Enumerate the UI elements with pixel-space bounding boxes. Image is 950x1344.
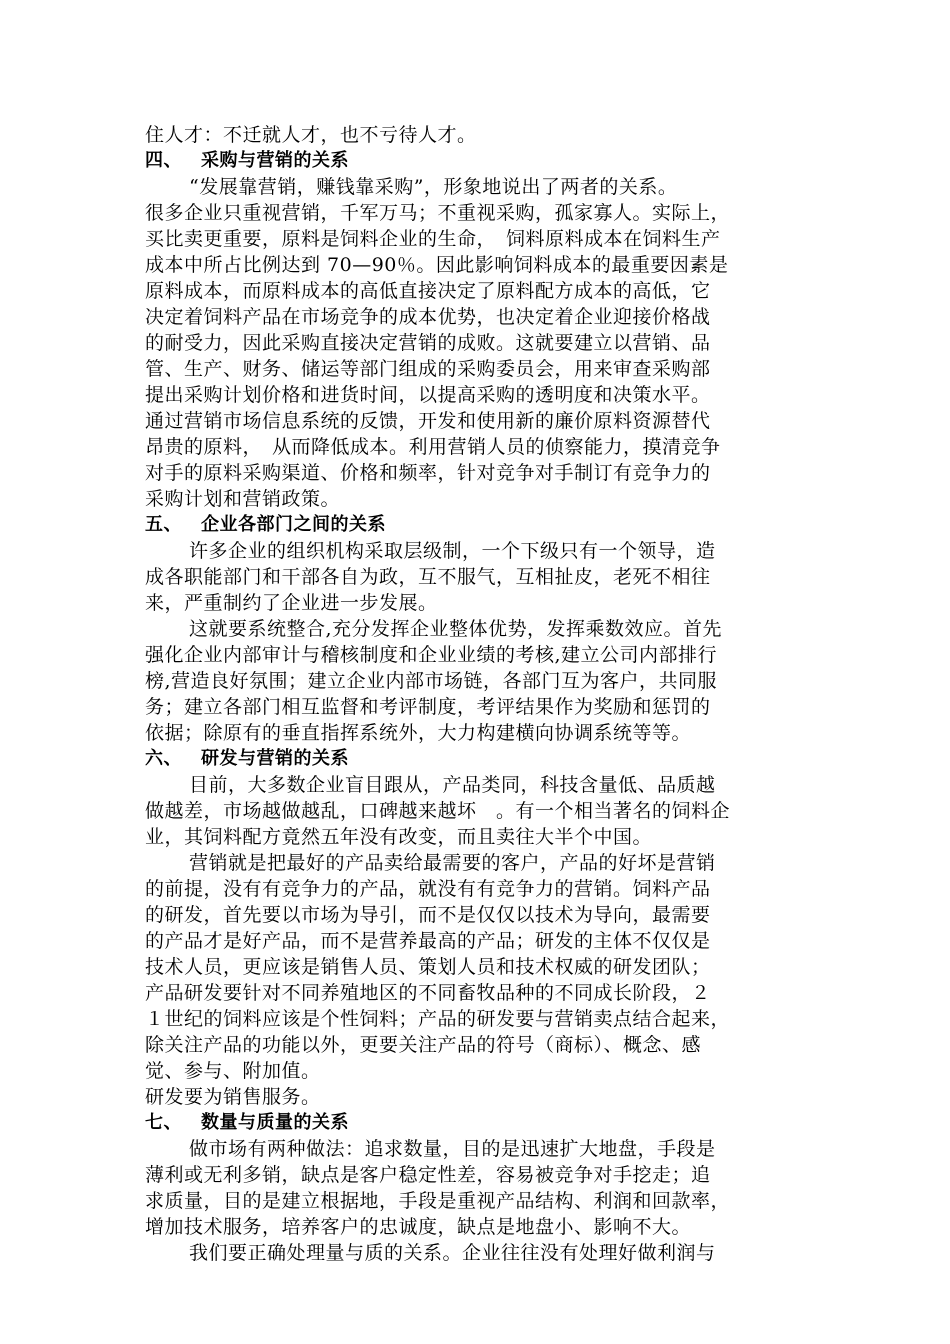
text-line: 对手的原料采购渠道、价格和频率，针对竞争对手制订有竞争力的 (145, 462, 711, 484)
text-line: 除关注产品的功能以外，更要关注产品的符号（商标）、概念、感 (145, 1034, 702, 1056)
text-line: 榜,营造良好氛围；建立企业内部市场链，各部门互为客户，共同服 (145, 670, 718, 692)
text-line: 薄利或无利多销，缺点是客户稳定性差，容易被竞争对手挖走；追 (145, 1164, 711, 1186)
text-line: 务；建立各部门相互监督和考评制度，考评结果作为奖励和惩罚的 (145, 696, 711, 718)
text-line: 通过营销市场信息系统的反馈，开发和使用新的廉价原料资源替代 (145, 410, 711, 432)
text-line: 这就要系统整合,充分发挥企业整体优势，发挥乘数效应。首先 (189, 618, 723, 640)
heading-title: 采购与营销的关系 (201, 150, 349, 171)
section-heading-6 (145, 746, 825, 772)
text-line: 做越差，市场越做越乱，口碑越来越坏 。有一个相当著名的饲料企 (145, 800, 731, 822)
text-line: 决定着饲料产品在市场竞争的成本优势，也决定着企业迎接价格战 (145, 306, 711, 328)
text-line: １世纪的饲料应该是个性饲料；产品的研发要与营销卖点结合起来， (145, 1008, 731, 1030)
text-line: 做市场有两种做法：追求数量，目的是迅速扩大地盘，手段是 (189, 1138, 716, 1160)
text-line: 的前提，没有有竞争力的产品，就没有有竞争力的营销。饲料产品 (145, 878, 711, 900)
text-line: 觉、参与、附加值。 (145, 1060, 321, 1082)
text-line: 的产品才是好产品，而不是营养最高的产品；研发的主体不仅仅是 (145, 930, 711, 952)
text-line: 强化企业内部审计与稽核制度和企业业绩的考核,建立公司内部排行 (145, 644, 718, 666)
text-line: “发展靠营销，赚钱靠采购”，形象地说出了两者的关系。 (189, 176, 678, 198)
heading-number: 七、 (145, 1112, 182, 1133)
text-line: 技术人员，更应该是销售人员、策划人员和技术权威的研发团队； (145, 956, 711, 978)
text-line: 买比卖更重要，原料是饲料企业的生命， 饲料原料成本在饲料生产 (145, 228, 721, 250)
text-line: 成各职能部门和干部各自为政，互不服气，互相扯皮，老死不相往 (145, 566, 711, 588)
text-line: 我们要正确处理量与质的关系。企业往往没有处理好做利润与 (189, 1242, 716, 1264)
section-heading-7 (145, 1110, 825, 1136)
text-line: 昂贵的原料， 从而降低成本。利用营销人员的侦察能力，摸清竞争 (145, 436, 721, 458)
text-line: 住人才：不迁就人才，也不亏待人才。 (145, 124, 477, 146)
text-line: 成本中所占比例达到 70—90％。因此影响饲料成本的最重要因素是 (145, 254, 729, 276)
text-line: 原料成本，而原料成本的高低直接决定了原料配方成本的高低，它 (145, 280, 711, 302)
heading-title: 企业各部门之间的关系 (201, 514, 386, 535)
text-line: 许多企业的组织机构采取层级制，一个下级只有一个领导，造 (189, 540, 716, 562)
section-heading-4 (145, 148, 825, 174)
text-line: 管、生产、财务、储运等部门组成的采购委员会，用来审查采购部 (145, 358, 711, 380)
heading-number: 六、 (145, 748, 182, 769)
text-line: 依据；除原有的垂直指挥系统外，大力构建横向协调系统等等。 (145, 722, 692, 744)
text-line: 很多企业只重视营销，千军万马；不重视采购，孤家寡人。实际上， (145, 202, 731, 224)
text-line: 目前，大多数企业盲目跟从，产品类同，科技含量低、品质越 (189, 774, 716, 796)
text-line: 的研发，首先要以市场为导引，而不是仅仅以技术为导向，最需要 (145, 904, 711, 926)
heading-number: 四、 (145, 150, 182, 171)
text-line: 来，严重制约了企业进一步发展。 (145, 592, 438, 614)
text-line: 营销就是把最好的产品卖给最需要的客户，产品的好坏是营销 (189, 852, 716, 874)
heading-number: 五、 (145, 514, 182, 535)
text-line: 产品研发要针对不同养殖地区的不同畜牧品种的不同成长阶段，２ (145, 982, 711, 1004)
text-line: 提出采购计划价格和进货时间，以提高采购的透明度和决策水平。 (145, 384, 711, 406)
heading-title: 数量与质量的关系 (201, 1112, 349, 1133)
section-heading-5 (145, 512, 825, 538)
text-line: 业，其饲料配方竟然五年没有改变，而且卖往大半个中国。 (145, 826, 653, 848)
heading-title: 研发与营销的关系 (201, 748, 349, 769)
text-line: 采购计划和营销政策。 (145, 488, 341, 510)
text-line: 增加技术服务，培养客户的忠诚度，缺点是地盘小、影响不大。 (145, 1216, 692, 1238)
text-line: 的耐受力，因此采购直接决定营销的成败。这就要建立以营销、品 (145, 332, 711, 354)
text-line: 求质量，目的是建立根据地，手段是重视产品结构、利润和回款率， (145, 1190, 731, 1212)
text-line: 研发要为销售服务。 (145, 1086, 321, 1108)
